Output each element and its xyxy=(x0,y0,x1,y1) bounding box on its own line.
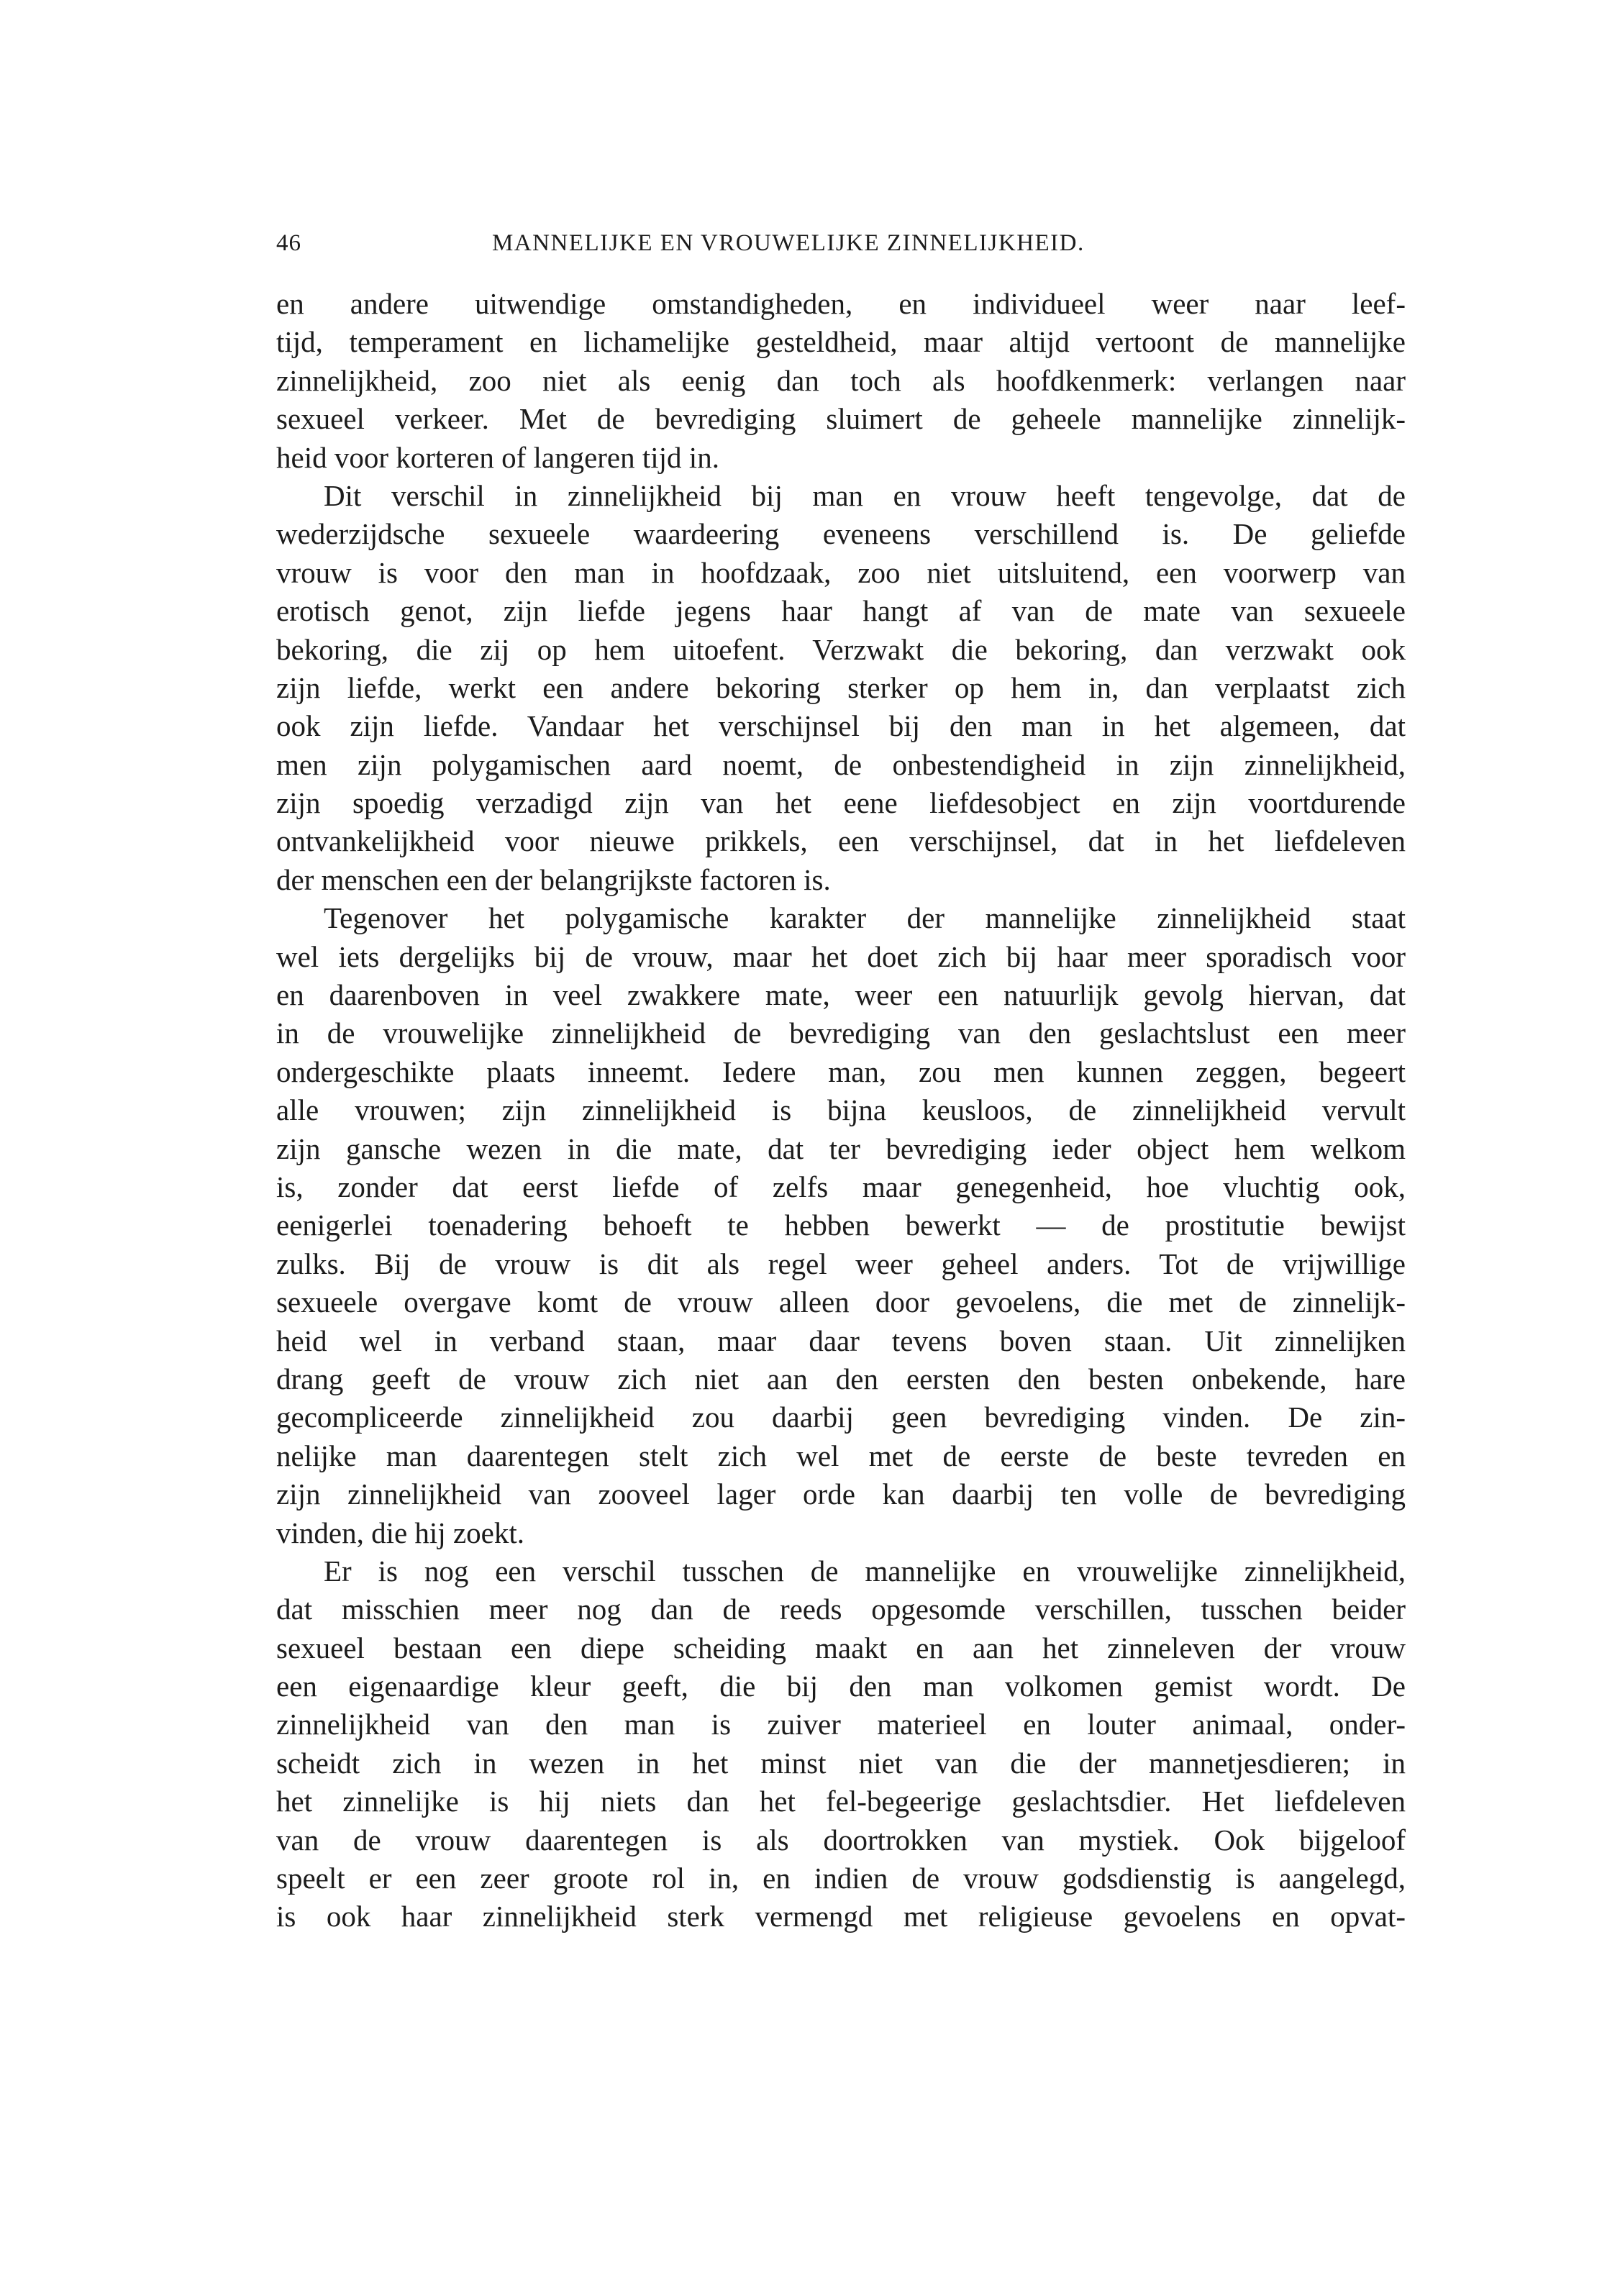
text-line: van de vrouw daarentegen is als doortrokken van mystiek. Ook bijgeloof xyxy=(276,1823,1406,1857)
text-line: zulks. Bij de vrouw is dit als regel weer geheel anders. Tot de vrijwillige xyxy=(276,1247,1406,1280)
text-line: men zijn polygamischen aard noemt, de onbestendigheid in zijn zinnelijkheid, xyxy=(276,747,1406,781)
body-text xyxy=(276,285,1406,1936)
text-line: der menschen een der belangrijkste factoren is. xyxy=(276,862,831,896)
text-line: eenigerlei toenadering behoeft te hebben bewerkt — de prostitutie bewijst xyxy=(276,1208,1406,1242)
running-title: MANNELIJKE EN VROUWELIJKE ZINNELIJKHEID. xyxy=(492,230,1085,256)
text-line: zijn gansche wezen in die mate, dat ter bevrediging ieder object hem welkom xyxy=(276,1131,1406,1165)
text-line: Tegenover het polygamische karakter der mannelijke zinnelijkheid staat xyxy=(324,901,1406,935)
text-line: zijn spoedig verzadigd zijn van het eene liefdesobject en zijn voortdurende xyxy=(276,786,1406,820)
text-line: zinnelijkheid van den man is zuiver materieel en louter animaal, onder- xyxy=(276,1708,1406,1741)
text-line: vrouw is voor den man in hoofdzaak, zoo niet uitsluitend, een voorwerp van xyxy=(276,555,1406,589)
text-line: sexueele overgave komt de vrouw alleen door gevoelens, die met de zinnelijk- xyxy=(276,1285,1406,1319)
text-line: gecompliceerde zinnelijkheid zou daarbij geen bevrediging vinden. De zin- xyxy=(276,1400,1406,1434)
text-line: en andere uitwendige omstandigheden, en individueel weer naar leef- xyxy=(276,287,1406,320)
text-line: dat misschien meer nog dan de reeds opgesomde verschillen, tusschen beider xyxy=(276,1593,1406,1626)
text-line: alle vrouwen; zijn zinnelijkheid is bijna keusloos, de zinnelijkheid vervult xyxy=(276,1093,1406,1127)
text-line: ondergeschikte plaats inneemt. Iedere man, zou men kunnen zeggen, begeert xyxy=(276,1054,1406,1088)
text-line: sexueel bestaan een diepe scheiding maakt en aan het zinneleven der vrouw xyxy=(276,1631,1406,1664)
text-line: tijd, temperament en lichamelijke gesteldheid, maar altijd vertoont de mannelijke xyxy=(276,325,1406,359)
text-line: is, zonder dat eerst liefde of zelfs maar genegenheid, hoe vluchtig ook, xyxy=(276,1170,1406,1203)
text-line: speelt er een zeer groote rol in, en indien de vrouw godsdienstig is aangelegd, xyxy=(276,1862,1406,1895)
text-line: ontvankelijkheid voor nieuwe prikkels, een verschijnsel, dat in het liefdeleven xyxy=(276,824,1406,858)
text-line: vinden, die hij zoekt. xyxy=(276,1516,524,1549)
page-number: 46 xyxy=(276,230,301,256)
running-head xyxy=(276,230,1403,262)
text-line: Dit verschil in zinnelijkheid bij man en vrouw heeft tengevolge, dat de xyxy=(324,478,1406,512)
text-line: zijn zinnelijkheid van zooveel lager orde kan daarbij ten volle de bevrediging xyxy=(276,1477,1406,1511)
text-line: wel iets dergelijks bij de vrouw, maar het doet zich bij haar meer sporadisch voor xyxy=(276,939,1406,973)
text-line: en daarenboven in veel zwakkere mate, weer een natuurlijk gevolg hiervan, dat xyxy=(276,978,1406,1012)
text-line: heid wel in verband staan, maar daar tevens boven staan. Uit zinnelijken xyxy=(276,1324,1406,1357)
text-line: nelijke man daarentegen stelt zich wel met de eerste de beste tevreden en xyxy=(276,1439,1406,1472)
text-line: bekoring, die zij op hem uitoefent. Verzwakt die bekoring, dan verzwakt ook xyxy=(276,632,1406,666)
text-line: ook zijn liefde. Vandaar het verschijnsel bij den man in het algemeen, dat xyxy=(276,709,1406,743)
text-line: is ook haar zinnelijkheid sterk vermengd met religieuse gevoelens en opvat- xyxy=(276,1900,1406,1933)
text-line: erotisch genot, zijn liefde jegens haar hangt af van de mate van sexueele xyxy=(276,594,1406,628)
text-line: een eigenaardige kleur geeft, die bij den man volkomen gemist wordt. De xyxy=(276,1669,1406,1703)
text-line: zinnelijkheid, zoo niet als eenig dan toch als hoofdkenmerk: verlangen naar xyxy=(276,363,1406,397)
text-line: zijn liefde, werkt een andere bekoring sterker op hem in, dan verplaatst zich xyxy=(276,670,1406,704)
text-line: drang geeft de vrouw zich niet aan den eersten den besten onbekende, hare xyxy=(276,1362,1406,1395)
text-line: sexueel verkeer. Met de bevrediging sluimert de geheele mannelijke zinnelijk- xyxy=(276,402,1406,436)
text-line: in de vrouwelijke zinnelijkheid de bevrediging van den geslachtslust een meer xyxy=(276,1016,1406,1050)
text-line: wederzijdsche sexueele waardeering eveneens verschillend is. De geliefde xyxy=(276,517,1406,551)
text-line: heid voor korteren of langeren tijd in. xyxy=(276,440,719,474)
text-line: het zinnelijke is hij niets dan het fel-begeerige geslachtsdier. Het liefdeleven xyxy=(276,1785,1406,1818)
text-line: Er is nog een verschil tusschen de mannelijke en vrouwelijke zinnelijkheid, xyxy=(324,1554,1406,1587)
text-line: scheidt zich in wezen in het minst niet van die der mannetjesdieren; in xyxy=(276,1746,1406,1780)
